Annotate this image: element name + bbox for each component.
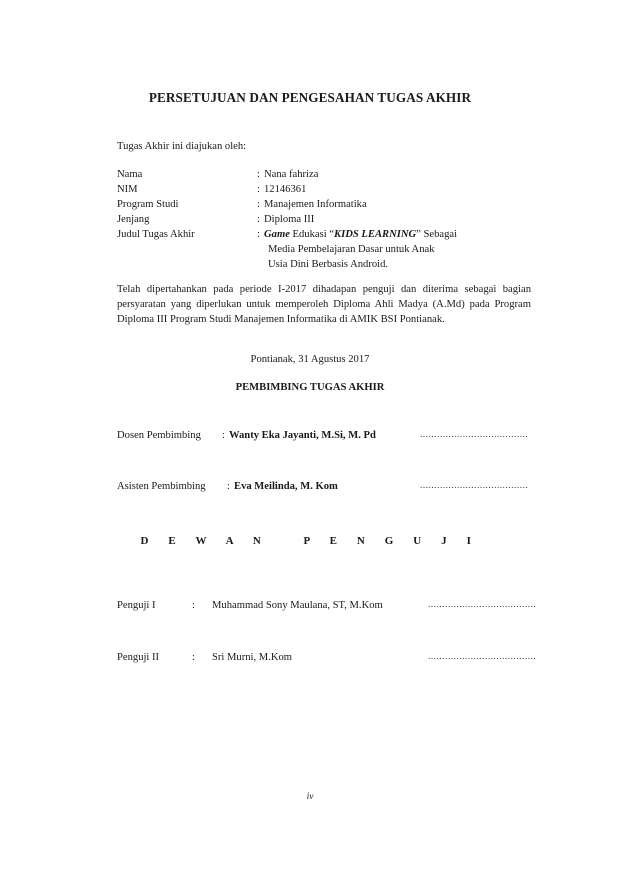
field-value-nim: 12146361 (264, 184, 307, 195)
supervisor-heading: PEMBIMBING TUGAS AKHIR (235, 382, 385, 393)
signature-line-examiner-2: ...................................... (428, 651, 537, 661)
field-label-nim: NIM (117, 184, 138, 195)
thesis-title-part2: ” Sebagai (416, 229, 458, 240)
thesis-title-game: Game (264, 229, 290, 240)
supervisor-sep-dosen: : (222, 430, 225, 441)
field-sep-program-studi: : (257, 199, 260, 210)
signature-line-dosen: ...................................... (420, 429, 529, 439)
field-label-jenjang: Jenjang (117, 214, 150, 225)
thesis-title-kids: KIDS LEARNING (334, 229, 417, 240)
intro-text: Tugas Akhir ini diajukan oleh: (117, 141, 247, 152)
field-sep-jenjang: : (257, 214, 260, 225)
supervisor-label-asisten: Asisten Pembimbing (117, 481, 206, 492)
page-number: iv (306, 792, 314, 802)
thesis-title-line-1 (264, 227, 457, 242)
field-value-nama: Nana fahriza (264, 169, 319, 180)
field-label-nama: Nama (117, 169, 143, 180)
examiner-sep-1: : (192, 600, 195, 611)
examiner-label-1: Penguji I (117, 600, 156, 611)
examiner-name-2: Sri Murni, M.Kom (212, 652, 293, 663)
field-sep-nim: : (257, 184, 260, 195)
page-title: PERSETUJUAN DAN PENGESAHAN TUGAS AKHIR (148, 90, 472, 105)
examiner-name-1: Muhammad Sony Maulana, ST, M.Kom (212, 600, 383, 611)
field-sep-judul: : (257, 229, 260, 240)
field-sep-nama: : (257, 169, 260, 180)
field-label-program-studi: Program Studi (117, 199, 179, 210)
thesis-title-part1: Edukasi “ (289, 229, 335, 240)
approval-paragraph: Telah dipertahankan pada periode I-2017 dihadapan penguji dan diterima sebagai bagian persyaratan yang diperlukan untuk memperoleh Diploma Ahli Madya (A.Md) pada Program Diploma III Program Studi Manajemen Informatika di AMIK BSI Pontianak. (117, 284, 531, 325)
supervisor-name-dosen: Wanty Eka Jayanti, M.Si, M. Pd (229, 430, 376, 441)
signature-line-asisten: ...................................... (420, 480, 529, 490)
supervisor-name-asisten: Eva Meilinda, M. Kom (234, 481, 338, 492)
place-date: Pontianak, 31 Agustus 2017 (250, 354, 370, 365)
examiner-sep-2: : (192, 652, 195, 663)
field-value-jenjang: Diploma III (264, 214, 315, 225)
signature-line-examiner-1: ...................................... (428, 599, 537, 609)
supervisor-label-dosen: Dosen Pembimbing (117, 430, 201, 441)
thesis-title-line-2: Media Pembelajaran Dasar untuk Anak (268, 244, 435, 255)
examiners-heading: D E W A N P E N G U J I (140, 535, 480, 547)
thesis-title-line-3: Usia Dini Berbasis Android. (268, 259, 389, 270)
field-label-judul: Judul Tugas Akhir (117, 229, 195, 240)
examiner-label-2: Penguji II (117, 652, 160, 663)
supervisor-sep-asisten: : (227, 481, 230, 492)
field-value-program-studi: Manajemen Informatika (264, 199, 367, 210)
